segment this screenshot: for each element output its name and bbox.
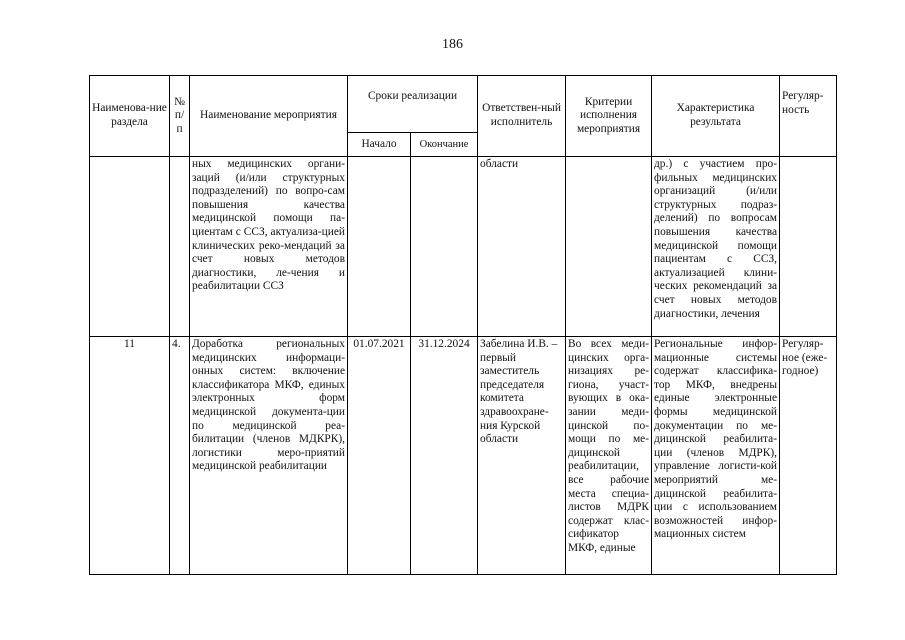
header-criteria: Критерии исполнения мероприятия xyxy=(566,76,652,157)
page-number: 186 xyxy=(442,37,463,52)
header-section: Наименова-ние раздела xyxy=(90,76,170,157)
cell-result: Региональные инфор-мационные системы содержат классифика-тор МКФ, внедрены единые электронные формы медицинской документации по ме-дицинской реабилита-ции (членов МДРК), управление логисти-кой мероприятий ме-дицинской реабилита-ции с использованием возможностей инфор-мационных систем xyxy=(652,337,780,575)
cell-criteria: Во всех меди-цинских орга-низациях ре-гиона, участ-вующих в ока-зании меди-цинской по-мощи по ме-дицинской реабилитации, все рабочие места специа-листов МДРК содержат клас-сификатор МКФ, единые xyxy=(566,337,652,575)
cell-criteria xyxy=(566,157,652,337)
cell-end: 31.12.2024 xyxy=(411,337,478,575)
header-number: № п/п xyxy=(170,76,190,157)
cell-section xyxy=(90,157,170,337)
cell-activity-name: Доработка региональных медицинских информаци-онных систем: включение классификатора МКФ, единых электронных форм медицинской документа-ции по медицинской реа-билитации (членов МДКРК), логистики меро-приятий медицинской реабилитации xyxy=(190,337,348,575)
header-responsible: Ответствен-ный исполнитель xyxy=(478,76,566,157)
cell-responsible: Забелина И.В. – первый заместитель председателя комитета здравоохране-ния Курской области xyxy=(478,337,566,575)
cell-start xyxy=(348,157,411,337)
header-start: Начало xyxy=(348,133,411,157)
cell-section: 11 xyxy=(90,337,170,575)
table-row xyxy=(90,337,837,575)
cell-regularity xyxy=(780,157,837,337)
cell-regularity: Регуляр-ное (еже-годное) xyxy=(780,337,837,575)
cell-responsible: области xyxy=(478,157,566,337)
table-row xyxy=(90,157,837,337)
activity-plan-table xyxy=(89,75,837,575)
cell-activity-name: ных медицинских органи-заций (и/или структурных подразделений) по вопро-сам повышения качества медицинской помощи па-циентам с ССЗ, актуализа-цией клинических реко-мендаций за счет новых методов диагностики, ле-чения и реабилитации ССЗ xyxy=(190,157,348,337)
cell-number: 4. xyxy=(170,337,190,575)
cell-end xyxy=(411,157,478,337)
header-activity-name: Наименование мероприятия xyxy=(190,76,348,157)
header-period: Сроки реализации xyxy=(348,76,478,133)
header-result: Характеристика результата xyxy=(652,76,780,157)
cell-start: 01.07.2021 xyxy=(348,337,411,575)
header-regularity: Регуляр-ность xyxy=(780,76,837,157)
header-end: Окончание xyxy=(411,133,478,157)
cell-number xyxy=(170,157,190,337)
cell-result: др.) с участием про-фильных медицинских организаций (и/или структурных подраз-делений) по вопросам повышения качества медицинской помощи пациентам с ССЗ, актуализацией клини-ческих рекомендаций за счет новых методов диагностики, лечения xyxy=(652,157,780,337)
